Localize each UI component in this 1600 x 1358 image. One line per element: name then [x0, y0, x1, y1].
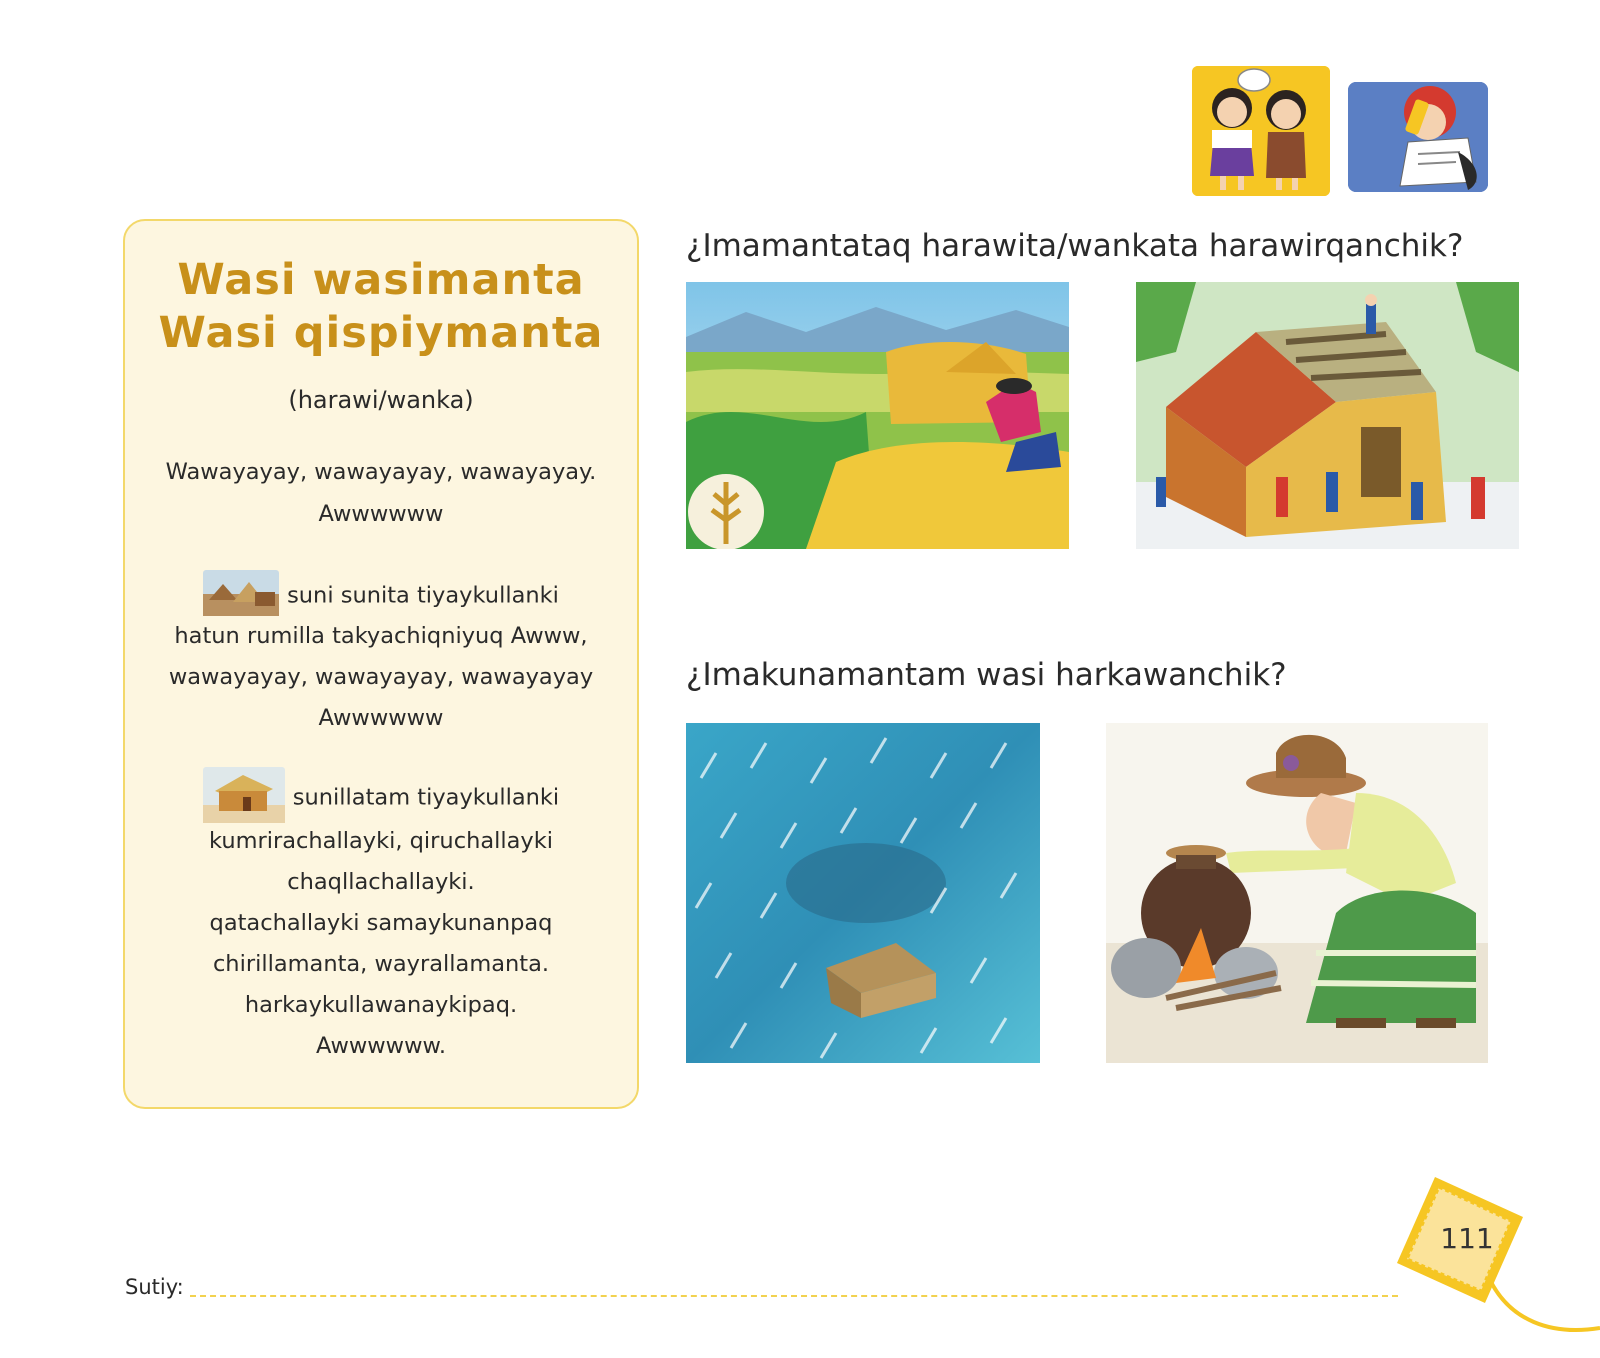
field-thumbnail-icon	[203, 570, 279, 622]
verse-line: chaqllachallayki.	[287, 869, 475, 895]
name-field-line[interactable]	[190, 1295, 1398, 1297]
verse-text: suni sunita tiyaykullanki	[287, 582, 559, 609]
verse-line: harkaykullawanaykipaq.	[244, 992, 518, 1018]
verse-line: wawayayay, wawayayay, wawayayay	[168, 664, 594, 690]
verse-line-with-thumbnail	[123, 570, 639, 622]
song-title-line2: Wasi qispiymanta	[158, 308, 604, 358]
house-thumbnail-icon	[203, 767, 285, 829]
writing-activity-icon	[1348, 82, 1488, 192]
question-2: ¿Imakunamantam wasi harkawanchik?	[686, 657, 1287, 693]
verse-line: hatun rumilla takyachiqniyuq Awww,	[174, 623, 588, 649]
house-building-illustration	[1136, 282, 1519, 549]
verse-line: qatachallayki samaykunanpaq	[209, 910, 553, 936]
verse-line: Awwwwww	[318, 705, 444, 731]
verse-text: sunillatam tiyaykullanki	[292, 784, 560, 811]
kite-tail-decoration	[1490, 1270, 1600, 1354]
talk-activity-icon	[1192, 66, 1330, 196]
cooking-woman-illustration	[1106, 723, 1488, 1063]
harvest-field-illustration	[686, 282, 1069, 549]
song-title-line1: Wasi wasimanta	[177, 255, 585, 305]
song-subtitle: (harawi/wanka)	[288, 386, 474, 414]
verse-line: chirillamanta, wayrallamanta.	[212, 951, 550, 977]
song-title	[123, 254, 639, 360]
page-number: 111	[1440, 1222, 1494, 1255]
verse-line: Wawayayay, wawayayay, wawayayay.	[165, 459, 597, 485]
verse-line: kumrirachallayki, qiruchallayki	[208, 828, 553, 854]
rain-storm-illustration	[686, 723, 1040, 1063]
question-1: ¿Imamantataq harawita/wankata harawirqanchik?	[686, 228, 1464, 264]
name-field-label: Sutiy:	[125, 1275, 184, 1299]
verse-line: Awwwwww.	[316, 1033, 446, 1059]
verse-line: Awwwwww	[318, 501, 444, 527]
verse-line-with-thumbnail	[123, 767, 639, 829]
